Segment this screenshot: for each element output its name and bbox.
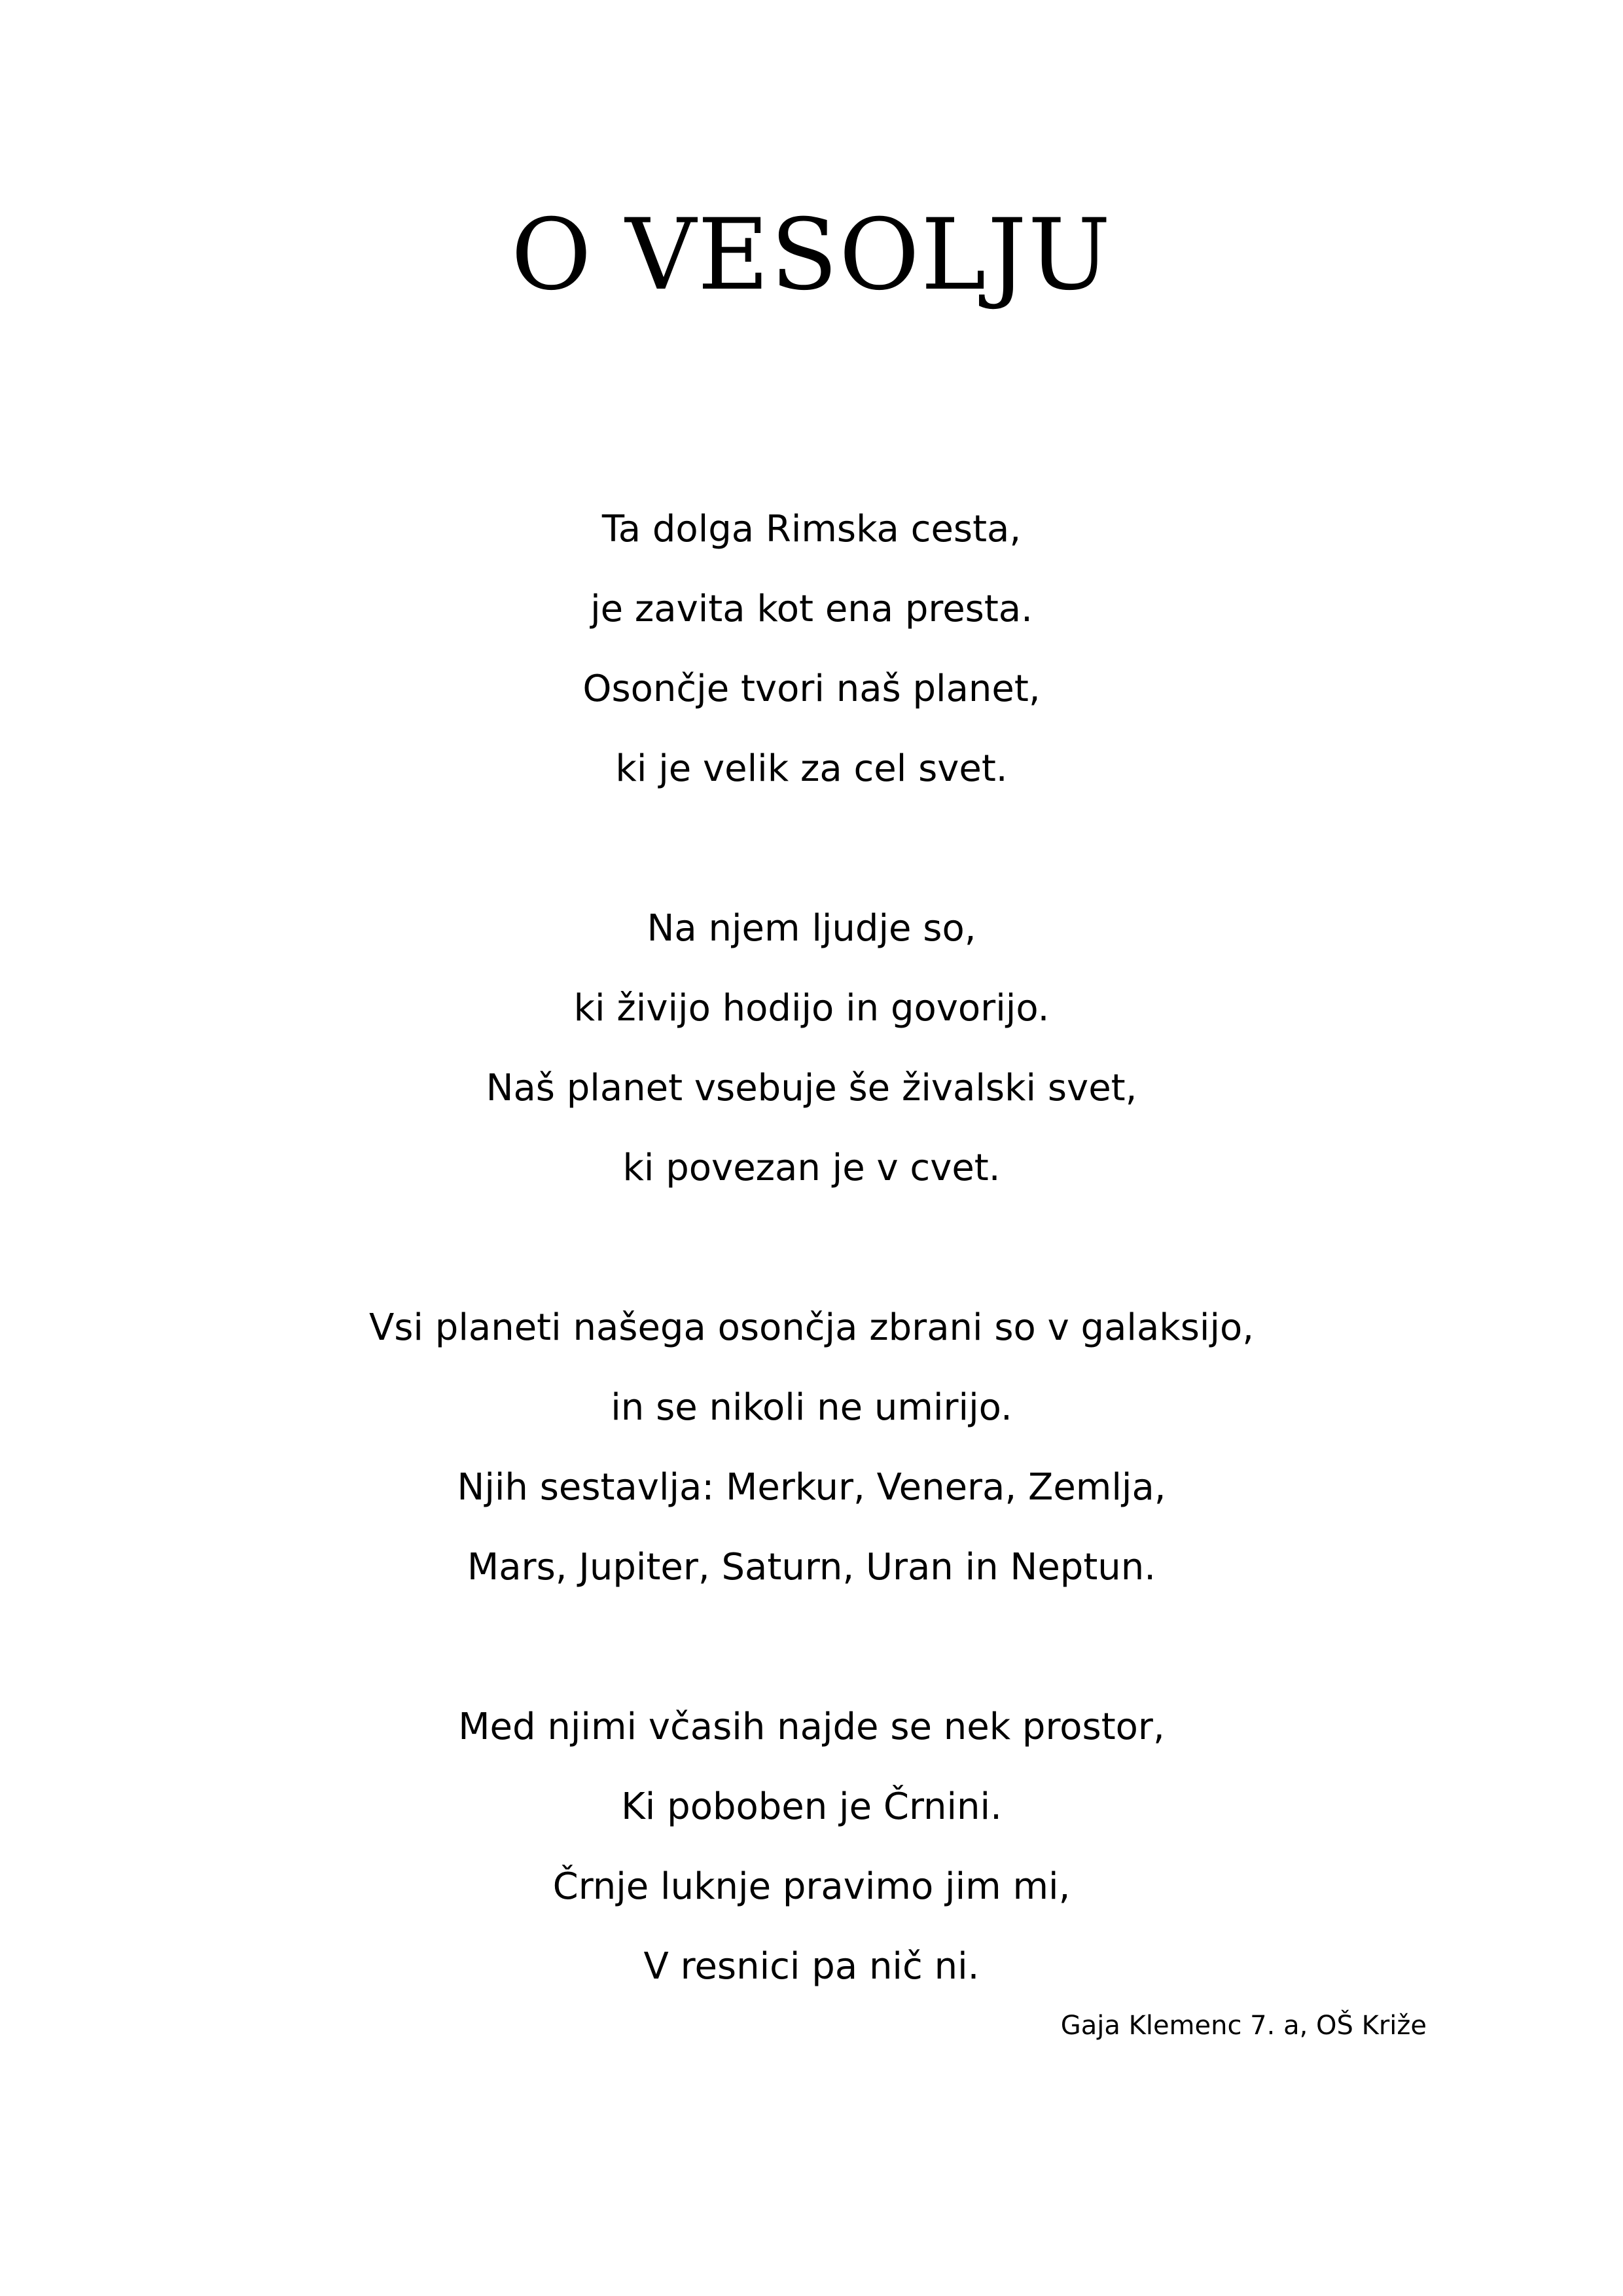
poem-line: Ki poboben je Črnini. bbox=[621, 1785, 1002, 1828]
poem-line: Naš planet vsebuje še živalski svet, bbox=[486, 1067, 1137, 1109]
stanza-1 bbox=[0, 490, 1623, 809]
poem-line: je zavita kot ena presta. bbox=[590, 588, 1033, 630]
poem-line: Vsi planeti našega osončja zbrani so v galaksijo, bbox=[368, 1306, 1255, 1349]
stanza-3 bbox=[0, 1288, 1623, 1607]
poem-line: ki živijo hodijo in govorijo. bbox=[573, 987, 1050, 1030]
stanza-2 bbox=[0, 889, 1623, 1208]
poem-line: Osončje tvori naš planet, bbox=[582, 668, 1041, 710]
poem-line: Mars, Jupiter, Saturn, Uran in Neptun. bbox=[467, 1546, 1156, 1588]
poem-line: Črnje luknje pravimo jim mi, bbox=[552, 1865, 1071, 1908]
poem-line: V resnici pa nič ni. bbox=[643, 1945, 980, 1988]
poem-body bbox=[0, 490, 1623, 2007]
poem-line: Med njimi včasih najde se nek prostor, bbox=[458, 1706, 1165, 1748]
poem-line: ki povezan je v cvet. bbox=[622, 1147, 1001, 1189]
author-credit: Gaja Klemenc 7. a, OŠ Križe bbox=[1060, 2011, 1427, 2041]
poem-title: O VESOLJU bbox=[510, 198, 1113, 312]
poem-line: in se nikoli ne umirijo. bbox=[611, 1386, 1012, 1429]
poem-line: Na njem ljudje so, bbox=[647, 907, 976, 950]
poem-line: Ta dolga Rimska cesta, bbox=[601, 508, 1022, 550]
poem-line: Njih sestavlja: Merkur, Venera, Zemlja, bbox=[457, 1466, 1166, 1509]
stanza-4 bbox=[0, 1687, 1623, 2007]
poem-line: ki je velik za cel svet. bbox=[615, 747, 1008, 790]
